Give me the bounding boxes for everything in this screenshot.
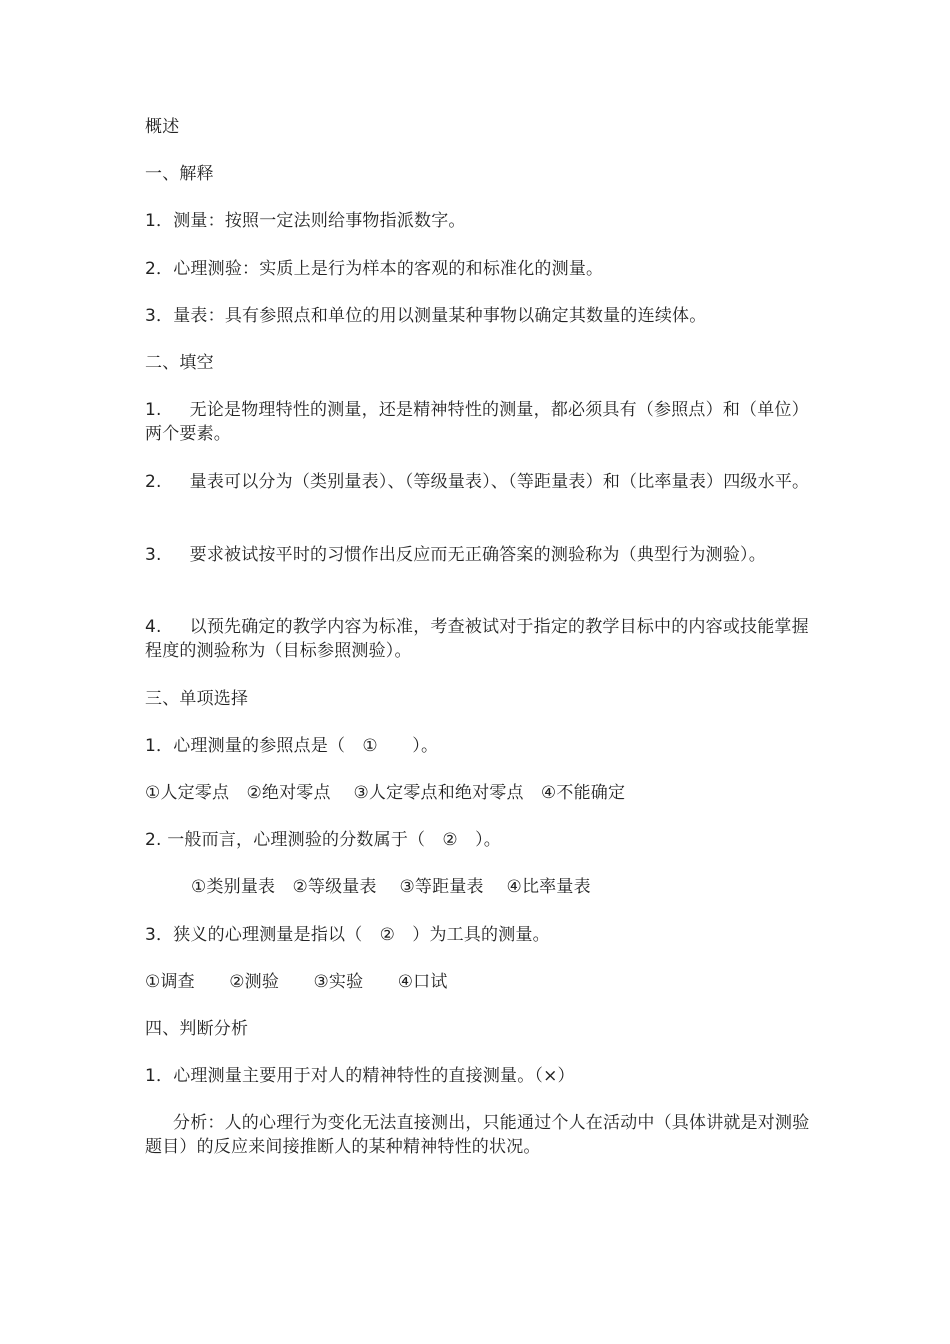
fill-blank-item bbox=[145, 470, 810, 494]
item-text: 无论是物理特性的测量，还是精神特性的测量，都必须具有（参照点）和（单位）两个要素。 bbox=[145, 400, 809, 444]
fill-blank-item bbox=[145, 398, 810, 446]
item-text: 以预先确定的教学内容为标准，考查被试对于指定的教学目标中的内容或技能掌握程度的测验称为（目标参照测验）。 bbox=[145, 617, 809, 661]
fill-blank-item bbox=[145, 543, 810, 567]
item-text: 量表可以分为（类别量表）、（等级量表）、（等距量表）和（比率量表）四级水平。 bbox=[189, 472, 810, 492]
item-number: 4. bbox=[145, 617, 162, 637]
item-number: 2. bbox=[145, 472, 162, 492]
judgment-question: 1．心理测量主要用于对人的精神特性的直接测量。（×） bbox=[145, 1066, 575, 1086]
section-heading-fill-blank: 二、填空 bbox=[145, 353, 214, 373]
item-text: 要求被试按平时的习惯作出反应而无正确答案的测验称为（典型行为测验）。 bbox=[189, 545, 766, 565]
choice-options: ①人定零点 ②绝对零点 ③人定零点和绝对零点 ④不能确定 bbox=[145, 783, 626, 803]
section-heading-single-choice: 三、单项选择 bbox=[145, 689, 249, 709]
choice-options: ①类别量表 ②等级量表 ③等距量表 ④比率量表 bbox=[191, 877, 591, 897]
definition-item: 1．测量：按照一定法则给事物指派数字。 bbox=[145, 211, 466, 231]
choice-question: 2. 一般而言，心理测验的分数属于（ ② ）。 bbox=[145, 830, 501, 850]
item-number: 3. bbox=[145, 545, 162, 565]
document-title: 概述 bbox=[145, 117, 180, 137]
fill-blank-item bbox=[145, 615, 810, 663]
section-heading-judgment: 四、判断分析 bbox=[145, 1019, 249, 1039]
choice-question: 3．狭义的心理测量是指以（ ② ）为工具的测量。 bbox=[145, 925, 550, 945]
definition-item: 2．心理测验：实质上是行为样本的客观的和标准化的测量。 bbox=[145, 259, 604, 279]
judgment-analysis: 分析：人的心理行为变化无法直接测出，只能通过个人在活动中（具体讲就是对测验题目）的反应来间接推断人的某种精神特性的状况。 bbox=[145, 1113, 810, 1157]
definition-item: 3．量表：具有参照点和单位的用以测量某种事物以确定其数量的连续体。 bbox=[145, 306, 707, 326]
choice-question: 1．心理测量的参照点是（ ① ）。 bbox=[145, 736, 439, 756]
section-heading-explanation: 一、解释 bbox=[145, 164, 214, 184]
item-number: 1. bbox=[145, 400, 162, 420]
choice-options: ①调查 ②测验 ③实验 ④口试 bbox=[145, 972, 448, 992]
